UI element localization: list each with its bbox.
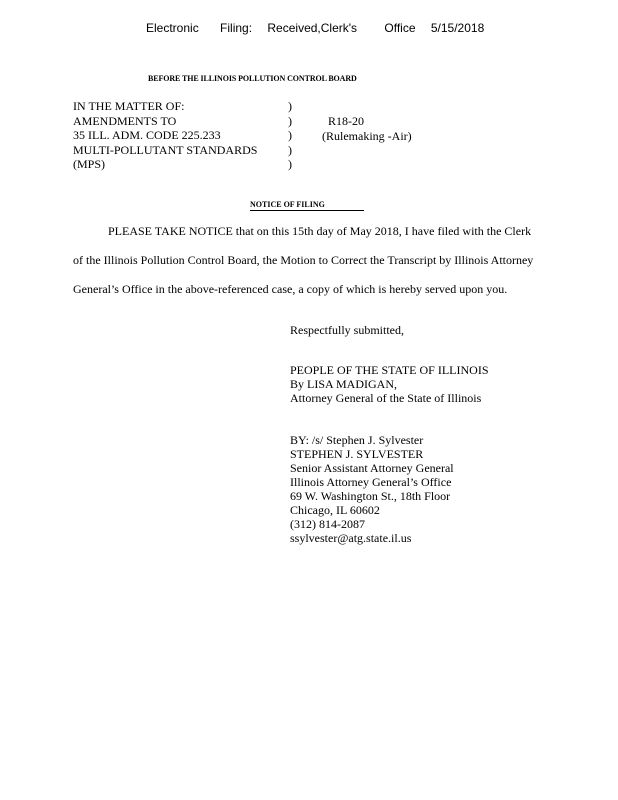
closing-line: Respectfully submitted, xyxy=(290,323,404,337)
docket-type: (Rulemaking -Air) xyxy=(322,128,412,143)
caption-line: AMENDMENTS TO xyxy=(73,113,177,128)
caption-row xyxy=(73,128,292,143)
signer-office: Illinois Attorney General’s Office xyxy=(290,475,452,489)
signer-email: ssylvester@atg.state.il.us xyxy=(290,531,412,545)
caption-row xyxy=(73,113,292,129)
signer-street: 69 W. Washington St., 18th Floor xyxy=(290,489,451,503)
header-electronic: Electronic xyxy=(146,21,199,35)
caption-row xyxy=(73,142,292,158)
header-received: Received,Clerk's xyxy=(267,21,358,35)
signer-city: Chicago, IL 60602 xyxy=(290,503,380,517)
header-date: 5/15/2018 xyxy=(430,21,485,35)
notice-title: NOTICE OF FILING xyxy=(250,200,325,209)
caption-paren: ) xyxy=(288,142,292,157)
case-caption xyxy=(73,99,292,172)
body-line-3: General’s Office in the above-referenced case, a copy of which is hereby served upon you. xyxy=(73,282,508,296)
party-name: PEOPLE OF THE STATE OF ILLINOIS xyxy=(290,363,489,377)
attorney-general-title: Attorney General of the State of Illinois xyxy=(290,391,482,405)
header-filing: Filing: xyxy=(220,21,253,35)
body-line-2: of the Illinois Pollution Control Board, the Motion to Correct the Transcript by Illinois Attorney xyxy=(73,253,534,267)
caption-line: (MPS) xyxy=(73,157,106,171)
docket-number: R18-20 xyxy=(328,114,364,128)
docket-info xyxy=(322,114,412,143)
caption-paren: ) xyxy=(288,113,292,128)
by-attorney-general: By LISA MADIGAN, xyxy=(290,377,398,391)
notice-title-underline xyxy=(250,210,364,211)
filing-stamp-header xyxy=(146,21,484,35)
board-title: BEFORE THE ILLINOIS POLLUTION CONTROL BOARD xyxy=(148,74,357,83)
body-line-1: PLEASE TAKE NOTICE that on this 15th day of May 2018, I have filed with the Clerk xyxy=(108,224,532,238)
caption-paren: ) xyxy=(288,157,292,171)
caption-line: MULTI-POLLUTANT STANDARDS xyxy=(73,142,258,157)
signature-line: BY: /s/ Stephen J. Sylvester xyxy=(290,433,424,447)
caption-row xyxy=(73,157,292,172)
caption-paren: ) xyxy=(288,99,292,113)
party-block xyxy=(290,363,489,405)
caption-row xyxy=(73,99,292,114)
signature-block xyxy=(290,433,454,545)
caption-line: IN THE MATTER OF: xyxy=(73,99,185,113)
caption-line: 35 ILL. ADM. CODE 225.233 xyxy=(73,128,221,142)
signer-title: Senior Assistant Attorney General xyxy=(290,461,454,475)
caption-paren: ) xyxy=(288,128,292,142)
header-office: Office xyxy=(384,21,416,35)
signer-phone: (312) 814-2087 xyxy=(290,517,365,531)
signer-name: STEPHEN J. SYLVESTER xyxy=(290,447,424,461)
